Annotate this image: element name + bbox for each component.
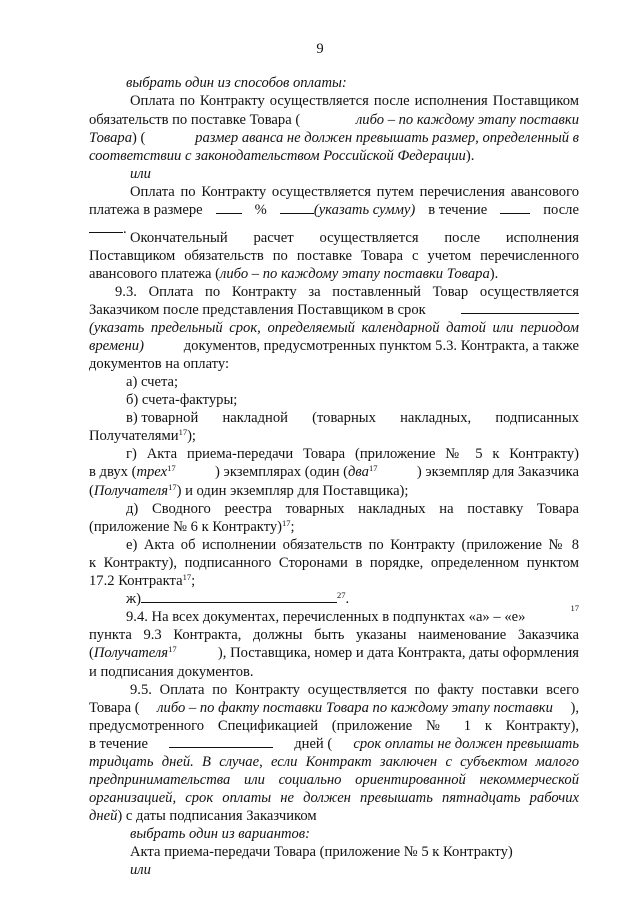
italic-fragment: времени) [89, 338, 144, 354]
italic-line: предпринимательства или социально ориентированной некоммерческой [89, 772, 579, 788]
text-fragment: ; [290, 519, 295, 535]
text-fragment: (приложение № 6 к Контракту) [89, 519, 283, 535]
percent-sign: % [254, 202, 267, 218]
text-line [130, 229, 579, 247]
text-fragment: подписанных [495, 410, 579, 426]
blank-field [216, 202, 242, 214]
italic-fragment: срок оплаты не должен превышать [353, 736, 579, 752]
text-fragment: платежа в размере [89, 202, 203, 218]
text-fragment: Заказчиком после представления Поставщиком в срок [89, 302, 426, 318]
text-fragment: накладных, [400, 410, 472, 426]
footnote-ref: 17 [282, 518, 291, 528]
text-fragment: ), Поставщика, номер и дата Контракта, даты оформления [217, 645, 579, 661]
text-line [89, 111, 579, 129]
text-fragment: в течение [428, 202, 488, 218]
text-fragment: 9.4. На всех документах, перечисленных в подпунктах «а» – «е» [126, 609, 526, 625]
list-item-b: б) счета-фактуры; [126, 392, 238, 408]
list-item-g: г) Акта приема-передачи Товара (приложение № 5 к Контракту) [126, 446, 579, 462]
text-fragment: ; [191, 573, 196, 589]
italic-fragment: два [348, 464, 369, 480]
instruction-or: или [130, 862, 151, 878]
list-item-e: е) Акта об исполнении обязательств по Контракту (приложение № 8 [126, 537, 579, 553]
blank-field [280, 202, 314, 214]
text-line: пункта 9.3 Контракта, должны быть указаны наименование Заказчика [89, 627, 579, 643]
list-item-v [126, 409, 579, 427]
text-fragment: авансового платежа ( [89, 266, 221, 282]
italic-line: организацией, срок оплаты не должен превышать пятнадцать рабочих [89, 790, 579, 806]
text-fragment: исполнения [505, 230, 579, 246]
text-line: документов на оплату: [89, 356, 230, 372]
text-fragment: Окончательный [130, 230, 228, 246]
text-line [89, 807, 317, 825]
text-fragment: документов, предусмотренных пунктом 5.3. Контракта, а также [183, 338, 579, 354]
text-line [89, 337, 579, 355]
text-line [89, 735, 579, 753]
text-fragment: после [543, 202, 579, 218]
footnote-ref: 17 [368, 463, 378, 473]
italic-fragment: либо – по каждому этапу поставки [355, 112, 579, 128]
text-fragment: 17.2 Контракта [89, 573, 183, 589]
blank-field [500, 202, 530, 214]
footnote-ref: 27 [336, 590, 346, 600]
text-fragment: ) экземплярах (один ( [215, 464, 349, 480]
text-fragment: ). [465, 148, 475, 164]
text-fragment: после [444, 230, 481, 246]
section-9-3-title: 9.3. Оплата по Контракту за поставленный Товар осуществляется [115, 284, 579, 300]
text-fragment: Товара ( [89, 700, 140, 716]
footnote-ref: 17 [168, 482, 177, 492]
text-line [89, 518, 295, 536]
text-line: Оплата по Контракту осуществляется после исполнения Поставщиком [130, 93, 579, 109]
text-fragment: обязательств по поставке Товара ( [89, 112, 301, 128]
instruction-choose-variant: выбрать один из вариантов: [130, 826, 310, 842]
italic-line: тридцать дней. В случае, если Контракт заключен с субъектом малого [89, 754, 579, 770]
text-line [89, 301, 579, 319]
text-fragment: ), [570, 700, 579, 716]
text-fragment: дней ( [294, 736, 333, 752]
page-number: 9 [316, 41, 324, 57]
text-fragment: ( [89, 645, 94, 661]
text-line [89, 482, 408, 500]
text-line [89, 427, 196, 445]
text-fragment: . [123, 221, 127, 237]
text-fragment: ) экземпляр для Заказчика [416, 464, 579, 480]
text-fragment: ( [89, 483, 94, 499]
text-fragment: ) ( [132, 130, 146, 146]
text-line [89, 220, 127, 238]
text-line [89, 129, 579, 147]
text-line [89, 644, 579, 662]
list-item-zh [126, 590, 349, 608]
italic-fragment: либо – по факту поставки Товара по каждому этапу поставки [157, 700, 553, 716]
text-line [89, 699, 579, 717]
text-line [89, 572, 195, 590]
text-fragment: расчет [253, 230, 294, 246]
text-fragment: ); [187, 428, 196, 444]
italic-fragment: соответствии с законодательством Российской Федерации [89, 148, 466, 164]
text-fragment: . [345, 591, 350, 607]
text-fragment: накладной [222, 410, 288, 426]
text-line: и подписания документов. [89, 664, 254, 680]
text-fragment: ) и один экземпляр для Поставщика); [176, 483, 409, 499]
footnote-ref: 17 [167, 463, 176, 473]
footnote-ref: 17 [168, 644, 177, 654]
section-9-5-title: 9.5. Оплата по Контракту осуществляется по факту поставки всего [130, 682, 579, 698]
italic-line: (указать предельный срок, определяемый календарной датой или периодом [89, 320, 579, 336]
blank-field [89, 221, 123, 233]
text-fragment: ) с даты подписания Заказчиком [117, 808, 317, 824]
text-line: Акта приема-передачи Товара (приложение № 5 к Контракту) [130, 844, 513, 860]
italic-fragment: размер аванса не должен превышать размер, определенный в [195, 130, 579, 146]
list-item-d: д) Сводного реестра товарных накладных на поставку Товара [126, 501, 579, 517]
footnote-ref: 17 [182, 572, 192, 582]
text-line: предусмотренного Спецификацией (приложение № 1 к Контракту), [89, 718, 579, 734]
footnote-ref: 17 [570, 603, 579, 613]
text-line: Оплата по Контракту осуществляется путем перечисления авансового [130, 184, 579, 200]
text-line [89, 463, 579, 481]
advance-payment-line [89, 201, 579, 219]
text-fragment: (товарных [312, 410, 376, 426]
text-fragment: в) товарной [126, 410, 199, 426]
blank-field [169, 736, 273, 748]
italic-fragment: либо – по каждому этапу поставки Товара [220, 266, 490, 282]
italic-fragment: дней [89, 808, 118, 824]
text-fragment: осуществляется [319, 230, 419, 246]
italic-fragment: Получателя [93, 483, 169, 499]
text-line: Поставщиком обязательств по поставке Товара с учетом перечисленного [89, 248, 579, 264]
text-fragment: ). [489, 266, 499, 282]
italic-fragment: трех [136, 464, 168, 480]
italic-fragment: Получателя [93, 645, 169, 661]
italic-fragment: Товара [89, 130, 133, 146]
text-line [89, 147, 474, 165]
italic-fragment: (указать сумму) [313, 202, 416, 218]
blank-field [461, 302, 579, 314]
instruction-choose-payment: выбрать один из способов оплаты: [126, 75, 347, 91]
text-fragment: ж) [126, 591, 141, 607]
footnote-ref: 17 [178, 427, 188, 437]
text-fragment: в течение [89, 736, 148, 752]
text-line: к Контракту), подписанного Сторонами в порядке, определенном пунктом [89, 555, 579, 571]
blank-field [141, 591, 337, 603]
text-fragment: Получателями [89, 428, 179, 444]
section-9-4-title [126, 603, 579, 626]
list-item-a: а) счета; [126, 374, 179, 390]
instruction-or: или [130, 166, 151, 182]
text-line [89, 265, 498, 283]
text-fragment: в двух ( [89, 464, 137, 480]
